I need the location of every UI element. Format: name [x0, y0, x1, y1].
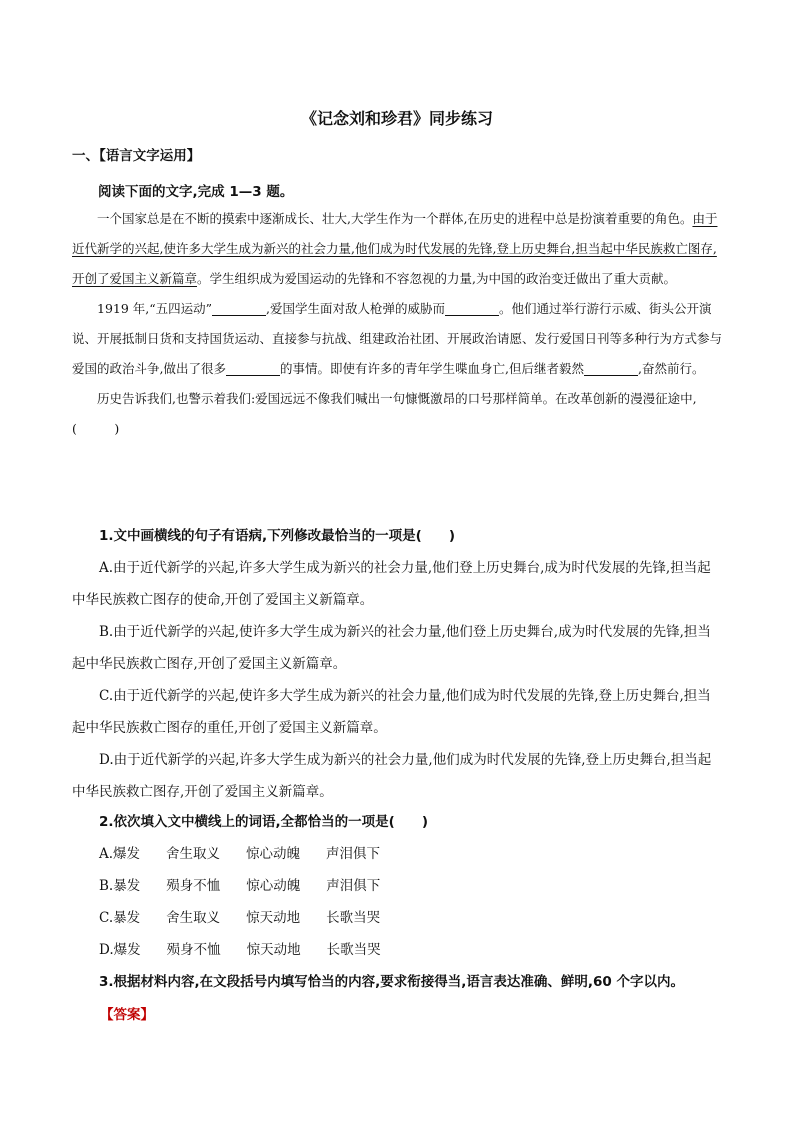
question-1-option-a: A.由于近代新学的兴起,许多大学生成为新兴的社会力量,他们登上历史舞台,成为时代发展的先锋,担当起中华民族救亡图存的使命,开创了爱国主义新篇章。 — [72, 560, 711, 608]
question-2 — [72, 806, 724, 966]
underlined-sentence: 由于近代新学的兴起,使许多大学生成为新兴的社会力量,他们成为时代发展的先锋,登上历史舞台,担当起中华民族救亡图存,开创了爱国主义新篇章 — [72, 211, 718, 286]
page-title: 《记念刘和珍君》同步练习 — [300, 109, 493, 128]
question-2-stem: 2.依次填入文中横线上的词语,全都恰当的一项是( ) — [99, 814, 428, 830]
question-2-option-d — [72, 934, 724, 966]
option-c-word-1: C.暴发 — [99, 910, 141, 926]
option-d-word-4: 长歌当哭 — [326, 942, 381, 958]
passage-p1-text-a: 一个国家总是在不断的摸索中逐渐成长、壮大,大学生作为一个群体,在历史的进程中总是扮演着重要的角色。 — [97, 211, 693, 226]
option-a-word-4: 声泪俱下 — [326, 846, 381, 862]
passage-p2-text-e: ,奋然前行。 — [637, 361, 705, 376]
option-d-word-2: 殒身不恤 — [166, 942, 221, 958]
option-b-word-2: 殒身不恤 — [166, 878, 221, 894]
question-1-option-b: B.由于近代新学的兴起,使许多大学生成为新兴的社会力量,他们登上历史舞台,成为时代发展的先锋,担当起中华民族救亡图存,开创了爱国主义新篇章。 — [72, 624, 711, 672]
passage-p2-text-c: 。他们通过举行游行示威、街头公开演说、开展抵制日货和支持国货运动、直接参与抗战、组建政治社团、开展政治请愿、发行爱国日刊等多种行为方式参与爱国的政治斗争,做出了很多 — [72, 301, 723, 376]
question-1 — [72, 520, 724, 808]
option-c-word-3: 惊天动地 — [246, 910, 301, 926]
answer-label: 【答案】 — [100, 1007, 154, 1023]
passage-p2-text-d: 的事情。即使有许多的青年学生喋血身亡,但后继者毅然 — [279, 361, 584, 376]
passage-p2-text-b: ,爱国学生面对敌人枪弹的威胁而 — [266, 301, 446, 316]
option-c-word-2: 舍生取义 — [166, 910, 221, 926]
passage-paragraph-1 — [72, 204, 724, 294]
fill-blank-1 — [212, 303, 266, 317]
question-1-stem: 1.文中画横线的句子有语病,下列修改最恰当的一项是( ) — [99, 528, 455, 544]
question-3 — [72, 966, 724, 998]
question-2-option-c — [72, 902, 724, 934]
passage-paragraph-2 — [72, 294, 724, 384]
fill-blank-3 — [226, 363, 280, 377]
option-d-word-1: D.爆发 — [99, 942, 141, 958]
fill-blank-2 — [445, 303, 499, 317]
fill-blank-4 — [584, 363, 638, 377]
question-1-option-d: D.由于近代新学的兴起,许多大学生成为新兴的社会力量,他们成为时代发展的先锋,登上历史舞台,担当起中华民族救亡图存,开创了爱国主义新篇章。 — [72, 752, 712, 800]
option-a-word-1: A.爆发 — [99, 846, 141, 862]
question-2-option-b — [72, 870, 724, 902]
option-b-word-1: B.暴发 — [99, 878, 141, 894]
option-a-word-2: 舍生取义 — [166, 846, 221, 862]
passage-paragraph-3: 历史告诉我们,也警示着我们:爱国远远不像我们喊出一句慷慨激昂的口号那样简单。在改革创新的漫漫征途中,( ) — [72, 391, 697, 436]
question-2-option-a — [72, 838, 724, 870]
passage-p2-text-a: 1919 年,“五四运动” — [97, 301, 213, 316]
reading-passage — [72, 204, 724, 444]
option-a-word-3: 惊心动魄 — [246, 846, 301, 862]
passage-p1-text-b: 。学生组织成为爱国运动的先锋和不容忽视的力量,为中国的政治变迁做出了重大贡献。 — [197, 271, 676, 286]
question-1-option-c: C.由于近代新学的兴起,使许多大学生成为新兴的社会力量,他们成为时代发展的先锋,登上历史舞台,担当起中华民族救亡图存的重任,开创了爱国主义新篇章。 — [72, 688, 711, 736]
section-heading: 一、【语言文字运用】 — [72, 148, 201, 164]
reading-instruction: 阅读下面的文字,完成 1—3 题。 — [98, 184, 294, 200]
option-c-word-4: 长歌当哭 — [326, 910, 381, 926]
question-3-stem: 3.根据材料内容,在文段括号内填写恰当的内容,要求衔接得当,语言表达准确、鲜明,60 个字以内。 — [99, 974, 685, 990]
option-b-word-3: 惊心动魄 — [246, 878, 301, 894]
option-b-word-4: 声泪俱下 — [326, 878, 381, 894]
option-d-word-3: 惊天动地 — [246, 942, 301, 958]
